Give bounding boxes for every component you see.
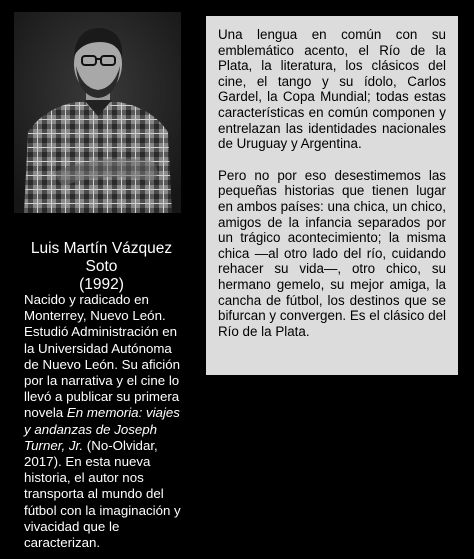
author-portrait-image (14, 12, 181, 213)
bio-text-part1: Nacido y radicado en Monterrey, Nuevo León. Estudió Administración en la Universidad Autónoma de Nuevo León. Su afición por la narrativa y el cine lo llevó a publicar su primera novela (24, 292, 180, 421)
author-bio (24, 292, 186, 551)
bio-text-part2: (No-Olvidar, 2017). En esta nueva historia, el autor nos transporta al mundo del fútbol con la imaginación y vivacidad que le caracterizan. (24, 437, 181, 551)
author-name-text: Luis Martín Vázquez Soto (30, 240, 173, 275)
author-photo (14, 12, 181, 213)
bio-book-title: En memoria: viajes y andanzas de Joseph Turner, Jr. (24, 405, 180, 453)
author-birth-year: (1992) (79, 276, 124, 293)
synopsis-paragraph-1: Una lengua en común con su emblemático acento, el Río de la Plata, la literatura, los clásicos del cine, el tango y su ídolo, Carlos Gardel, la Copa Mundial; todas estas características en común componen y entrelazan las identidades nacionales de Uruguay y Argentina. (218, 27, 446, 152)
synopsis-paragraph-2: Pero no por eso desestimemos las pequeñas historias que tienen lugar en ambos países: una chica, un chico, amigos de la infancia separados por un trágico acontecimiento; la misma chica —al otro lado del río, cuidando rehacer su vida—, otro chico, su hermano gemelo, su mejor amiga, la cancha de fútbol, los destinos que se bifurcan y convergen. Es el clásico del Río de la Plata. (218, 167, 446, 339)
synopsis-box (206, 16, 458, 375)
author-name (14, 240, 189, 294)
